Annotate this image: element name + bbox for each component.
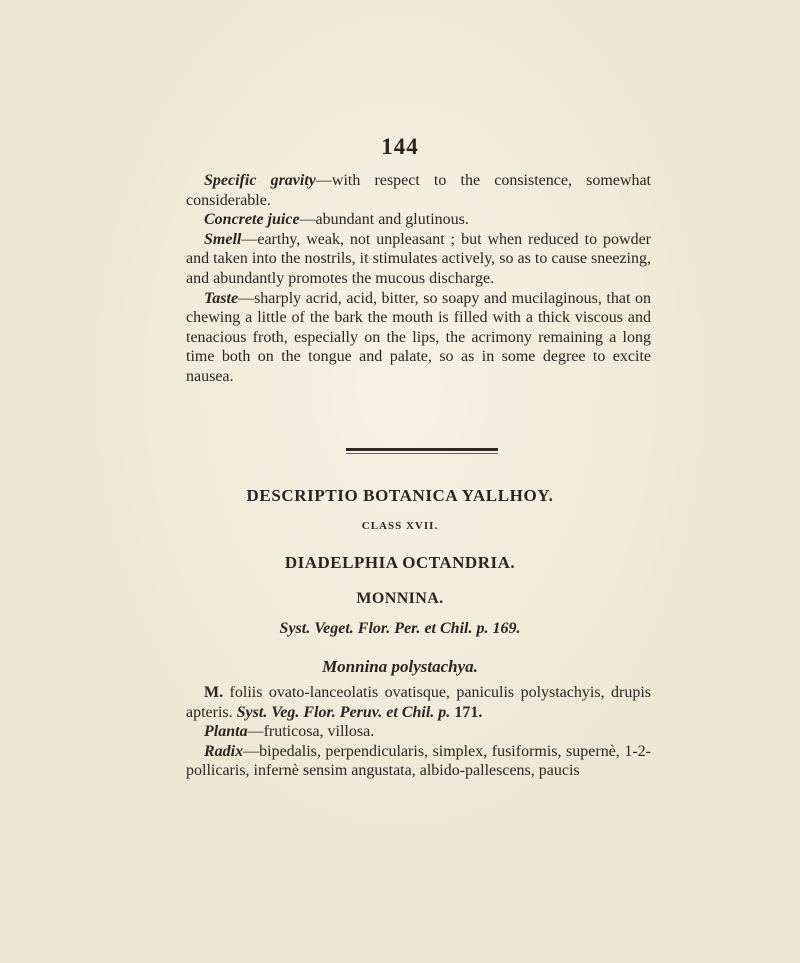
paragraph-text: foliis ovato-lanceolatis ovatisque, paniculis polystachyis, drupis apteris.: [186, 684, 651, 721]
paragraph-lead: Concrete juice: [204, 211, 300, 229]
paragraph-lead: Smell: [204, 230, 242, 248]
paragraph-text: —earthy, weak, not unpleasant ; but when reduced to powder and taken into the nostrils, it stimulates actively, so as to cause sneezing, and abundantly promotes the mucous discharge.: [186, 230, 651, 287]
paragraph-text: —sharply acrid, acid, bitter, so soapy and mucilaginous, that on chewing a little of the bark the mouth is filled with a thick viscous and tenacious froth, especially on the lips, the acrimony remaining a long time both on the tongue and palate, so as in some degree to excite nausea.: [186, 289, 651, 385]
paragraph-text: —with respect to the consistence, somewhat considerable.: [186, 172, 651, 209]
paragraph-text: —fruticosa, villosa.: [247, 723, 375, 741]
paragraph-text: —bipedalis, perpendicularis, simplex, fusiformis, supernè, 1-2-pollicaris, infernè sensim angustata, albido-pallescens, paucis: [186, 742, 651, 780]
paragraph-smell: [186, 230, 651, 289]
paragraph-specific-gravity: [186, 171, 651, 210]
genus-heading: MONNINA.: [356, 590, 444, 607]
paragraph-reference: Syst. Veg. Flor. Peruv. et Chil. p.: [236, 703, 451, 721]
paragraph-taste: [186, 289, 651, 387]
paragraph-planta: [186, 722, 651, 742]
class-label: CLASS XVII.: [361, 520, 439, 532]
paragraph-description: [186, 683, 651, 722]
page-number: 144: [381, 134, 419, 159]
species-heading: Monnina polystachya.: [322, 657, 478, 676]
reference-page: 171.: [450, 703, 483, 721]
paragraph-radix: [186, 742, 651, 781]
paragraph-concrete-juice: [186, 210, 651, 230]
divider-thin-line: [346, 453, 498, 454]
paragraph-lead: Taste: [204, 289, 239, 307]
order-heading: DIADELPHIA OCTANDRIA.: [284, 553, 516, 572]
genus-citation: Syst. Veget. Flor. Per. et Chil. p. 169.: [279, 620, 521, 637]
top-text-section: [186, 171, 651, 387]
divider-thick-line: [346, 448, 498, 451]
paragraph-lead: Specific gravity: [204, 172, 316, 189]
paragraph-lead: Planta: [204, 723, 248, 741]
species-initial: M.: [204, 684, 224, 701]
section-divider: [346, 448, 498, 454]
paragraph-text: —abundant and glutinous.: [299, 211, 469, 229]
botanical-title: DESCRIPTIO BOTANICA YALLHOY.: [246, 486, 554, 505]
bottom-text-section: [186, 683, 651, 781]
paragraph-lead: Radix: [204, 742, 244, 760]
